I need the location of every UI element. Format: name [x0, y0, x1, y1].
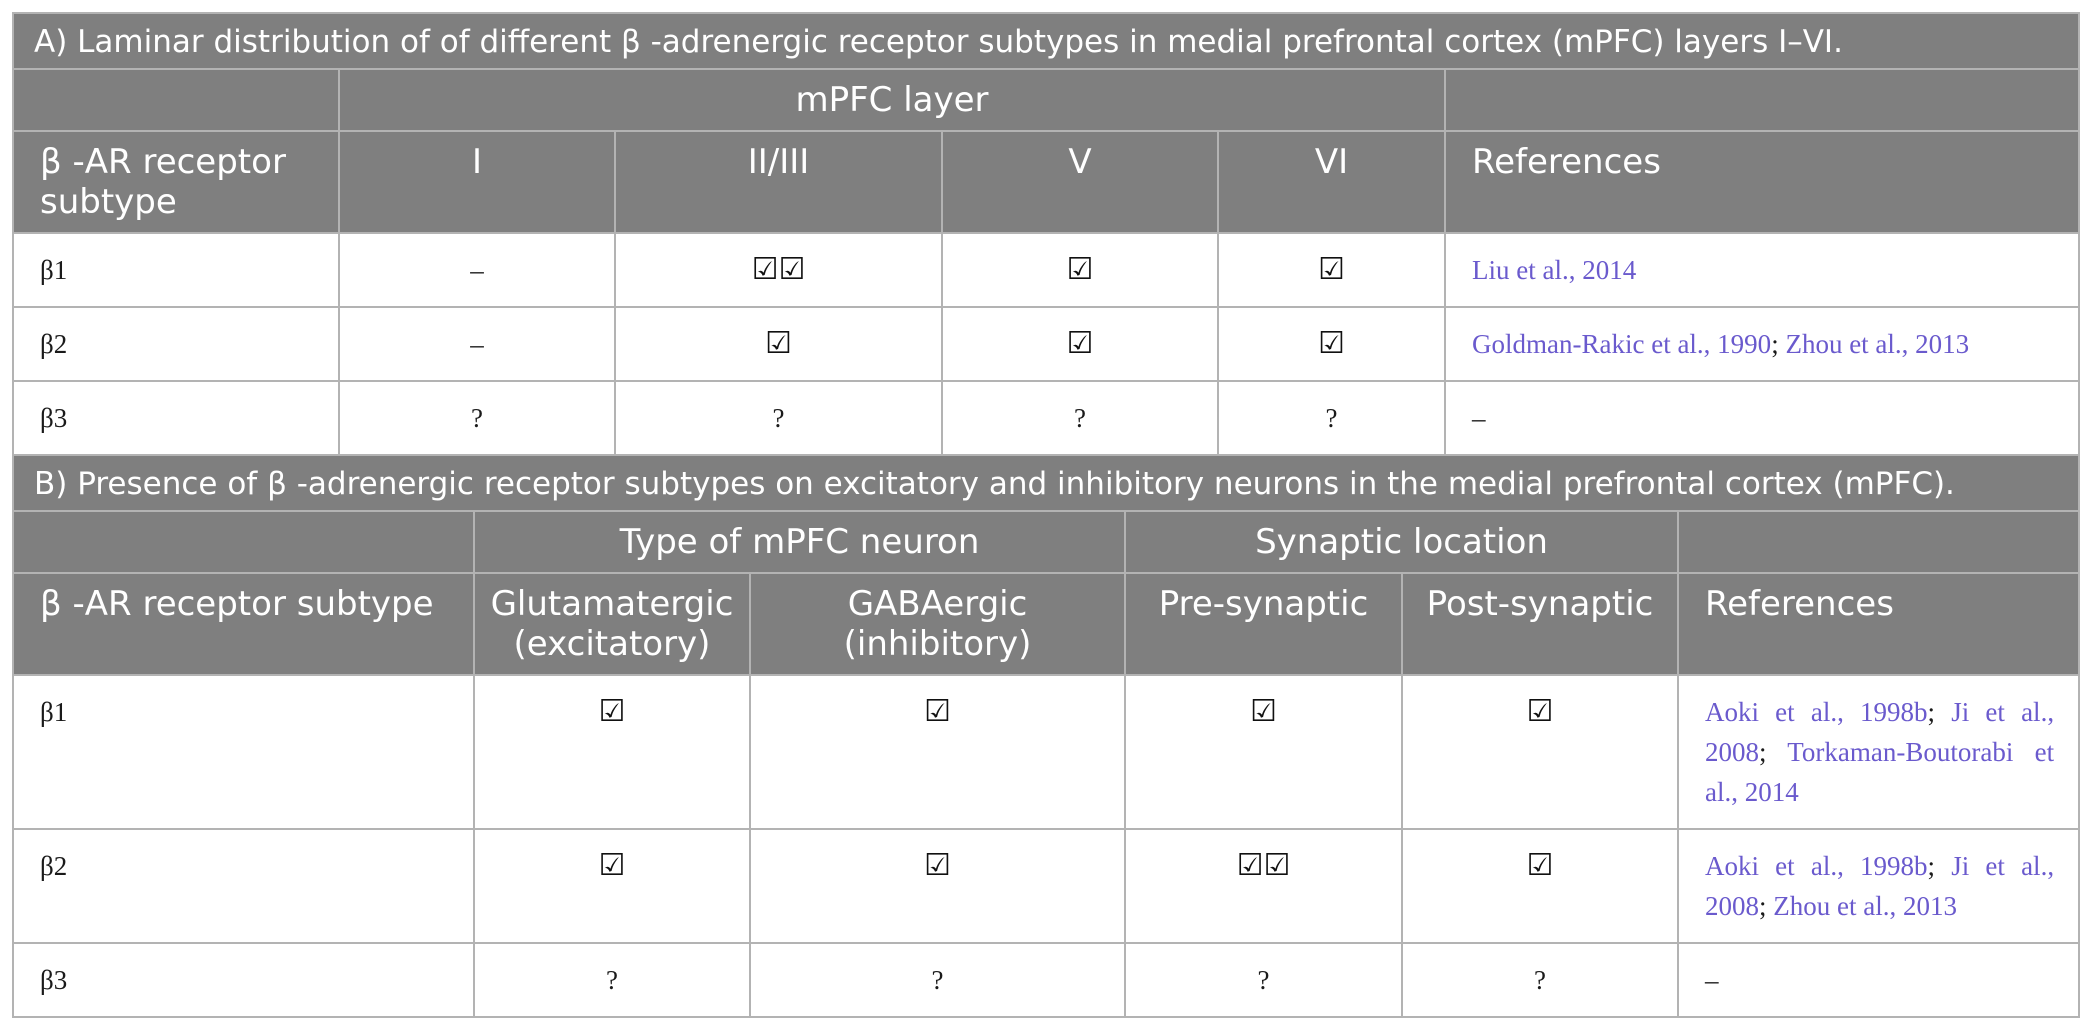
reference-link[interactable]: Zhou et al., 2013 — [1785, 329, 1970, 359]
check-icon: ☑ — [1218, 233, 1445, 307]
table-row — [13, 829, 2079, 943]
table-b-group-neuron-header: Type of mPFC neuron — [474, 511, 1125, 573]
check-icon: ☑ — [1218, 307, 1445, 381]
check-icon: ☑ — [1402, 829, 1678, 943]
table-b-references-cell — [1678, 829, 2079, 943]
table-a-references-cell: – — [1445, 381, 2079, 455]
reference-separator: ; — [1759, 737, 1788, 767]
table-a-references-cell — [1445, 233, 2079, 307]
double-check-icon: ☑☑ — [615, 233, 942, 307]
reference-link[interactable]: Torkaman-Boutorabi et al., 2014 — [1705, 737, 2055, 807]
unknown-mark: ? — [615, 381, 942, 455]
table-row — [13, 943, 2079, 1017]
table-a — [12, 12, 2080, 456]
table-row — [13, 307, 2079, 381]
table-a-row-subtype: β2 — [13, 307, 339, 381]
unknown-mark: ? — [1125, 943, 1402, 1017]
table-b-header-blank-refs — [1678, 511, 2079, 573]
table-a-col-layer-6: VI — [1218, 131, 1445, 233]
unknown-mark: ? — [1218, 381, 1445, 455]
table-a-cell: – — [339, 307, 615, 381]
reference-separator: ; — [1759, 891, 1774, 921]
table-a-caption: A) Laminar distribution of of different β -adrenergic receptor subtypes in medial prefrontal cortex (mPFC) layers I–VI. — [13, 13, 2079, 69]
table-row — [13, 675, 2079, 829]
tables-container — [12, 12, 2078, 1018]
table-a-row-subtype: β3 — [13, 381, 339, 455]
reference-separator: ; — [1927, 697, 1952, 727]
table-b-row-subtype: β2 — [13, 829, 474, 943]
reference-link[interactable]: Aoki et al., 1998b — [1705, 851, 1928, 881]
check-icon: ☑ — [750, 829, 1125, 943]
table-a-col-layer-5: V — [942, 131, 1218, 233]
table-b-col-postsynaptic: Post-synaptic — [1402, 573, 1678, 675]
reference-link[interactable]: Goldman-Rakic et al., 1990 — [1472, 329, 1772, 359]
table-b-col-glutamatergic: Glutamatergic (excitatory) — [474, 573, 750, 675]
table-b-group-synaptic-header: Synaptic location — [1125, 511, 1678, 573]
check-icon: ☑ — [1402, 675, 1678, 829]
check-icon: ☑ — [942, 233, 1218, 307]
table-b-col-presynaptic: Pre-synaptic — [1125, 573, 1402, 675]
check-icon: ☑ — [615, 307, 942, 381]
reference-link[interactable]: Ji et al., 2008 — [1705, 851, 2055, 921]
table-a-references-cell — [1445, 307, 2079, 381]
unknown-mark: ? — [750, 943, 1125, 1017]
reference-link[interactable]: Liu et al., 2014 — [1472, 255, 1637, 285]
table-b-caption: B) Presence of β -adrenergic receptor subtypes on excitatory and inhibitory neurons in the medial prefrontal cortex (mPFC). — [13, 455, 2079, 511]
table-a-col-subtype: β -AR receptor subtype — [13, 131, 339, 233]
double-check-icon: ☑☑ — [1125, 829, 1402, 943]
table-a-col-layer-1: I — [339, 131, 615, 233]
check-icon: ☑ — [1125, 675, 1402, 829]
reference-separator: ; — [1771, 329, 1786, 359]
check-icon: ☑ — [750, 675, 1125, 829]
unknown-mark: ? — [942, 381, 1218, 455]
table-b-row-subtype: β3 — [13, 943, 474, 1017]
table-a-col-references: References — [1445, 131, 2079, 233]
table-a-header-blank — [13, 69, 339, 131]
table-b-col-references: References — [1678, 573, 2079, 675]
unknown-mark: ? — [1402, 943, 1678, 1017]
table-row — [13, 381, 2079, 455]
check-icon: ☑ — [474, 829, 750, 943]
unknown-mark: ? — [474, 943, 750, 1017]
table-b-col-subtype: β -AR receptor subtype — [13, 573, 474, 675]
reference-separator: ; — [1927, 851, 1952, 881]
unknown-mark: ? — [339, 381, 615, 455]
table-b-col-gabaergic: GABAergic (inhibitory) — [750, 573, 1125, 675]
table-a-group-header: mPFC layer — [339, 69, 1445, 131]
table-a-row-subtype: β1 — [13, 233, 339, 307]
table-b — [12, 454, 2080, 1018]
table-a-col-layer-2-3: II/III — [615, 131, 942, 233]
reference-link[interactable]: Ji et al., 2008 — [1705, 697, 2055, 767]
reference-link[interactable]: Zhou et al., 2013 — [1773, 891, 1957, 921]
table-b-references-cell — [1678, 675, 2079, 829]
table-a-cell: – — [339, 233, 615, 307]
table-row — [13, 233, 2079, 307]
check-icon: ☑ — [942, 307, 1218, 381]
table-b-header-blank — [13, 511, 474, 573]
check-icon: ☑ — [474, 675, 750, 829]
table-a-header-blank-refs — [1445, 69, 2079, 131]
reference-link[interactable]: Aoki et al., 1998b — [1705, 697, 1928, 727]
table-b-references-cell: – — [1678, 943, 2079, 1017]
table-b-row-subtype: β1 — [13, 675, 474, 829]
